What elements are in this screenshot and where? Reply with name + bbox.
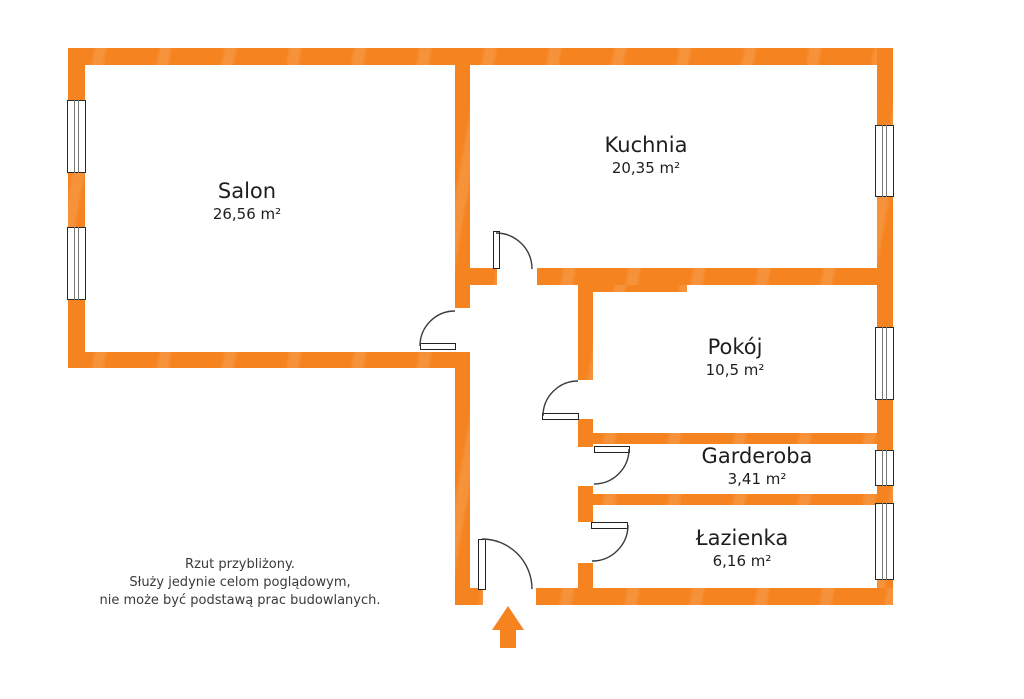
room-name: Pokój	[707, 335, 763, 359]
window-pokoj	[875, 327, 894, 400]
door-leaf-pokoj	[542, 413, 579, 420]
room-area: 6,16 m²	[712, 552, 772, 570]
wall-hallway-left	[455, 352, 470, 605]
wall-salon-bottom	[68, 352, 456, 368]
wall-divider-pokoj-garderoba	[578, 433, 877, 444]
door-arc-lazienka	[592, 525, 628, 561]
door-leaf-entry	[478, 539, 486, 590]
window-lazienka	[875, 503, 894, 580]
door-leaf-salon	[420, 343, 456, 350]
room-label-garderoba	[702, 445, 813, 488]
door-arc-garderoba	[594, 449, 629, 484]
disclaimer-line: Rzut przybliżony.	[185, 557, 295, 572]
room-name: Kuchnia	[604, 133, 688, 157]
room-label-pokoj	[706, 336, 765, 379]
window-glass-line	[882, 450, 887, 486]
room-name: Garderoba	[701, 444, 813, 468]
room-label-salon	[213, 180, 281, 223]
wall-bottom	[536, 588, 893, 605]
door-leaf-lazienka	[591, 522, 628, 529]
door-leaf-garderoba	[594, 446, 630, 453]
room-area: 20,35 m²	[611, 159, 681, 177]
door-arc-salon	[420, 311, 455, 346]
door-arc-pokoj	[543, 381, 578, 416]
door-leaf-kuchnia	[493, 231, 500, 269]
room-area: 10,5 m²	[705, 361, 765, 379]
window-garderoba	[875, 450, 894, 486]
disclaimer	[99, 556, 380, 610]
disclaimer-line: Służy jedynie celom poglądowym,	[129, 575, 351, 590]
wall-bottom-left-corner	[455, 588, 483, 605]
window-glass-line	[74, 100, 79, 173]
window-salon-upper	[67, 100, 86, 173]
entrance-arrow-icon	[492, 606, 524, 648]
wall-stub-kuchnia-door	[470, 268, 497, 285]
wall-top	[68, 48, 893, 65]
room-area: 26,56 m²	[212, 205, 282, 223]
wall-divider-garderoba-lazienka	[578, 494, 877, 505]
window-kuchnia	[875, 125, 894, 197]
door-arc-kuchnia	[496, 233, 532, 269]
wall-kuchnia-bottom-step	[588, 285, 687, 292]
room-label-kuchnia	[605, 134, 688, 177]
window-glass-line	[74, 227, 79, 300]
door-arc-entry	[482, 539, 532, 589]
room-name: Salon	[217, 179, 277, 203]
room-label-lazienka	[696, 527, 788, 570]
window-glass-line	[882, 327, 887, 400]
wall-kuchnia-bottom	[537, 268, 877, 285]
window-glass-line	[882, 503, 887, 580]
window-glass-line	[882, 125, 887, 197]
disclaimer-line: nie może być podstawą prac budowlanych.	[99, 593, 381, 608]
window-salon-lower	[67, 227, 86, 300]
wall-hallway-right-upper	[578, 285, 593, 380]
wall-divider-salon-kuchnia	[455, 48, 470, 308]
room-name: Łazienka	[695, 526, 789, 550]
room-area: 3,41 m²	[727, 470, 787, 488]
wall-left-salon	[68, 48, 85, 368]
